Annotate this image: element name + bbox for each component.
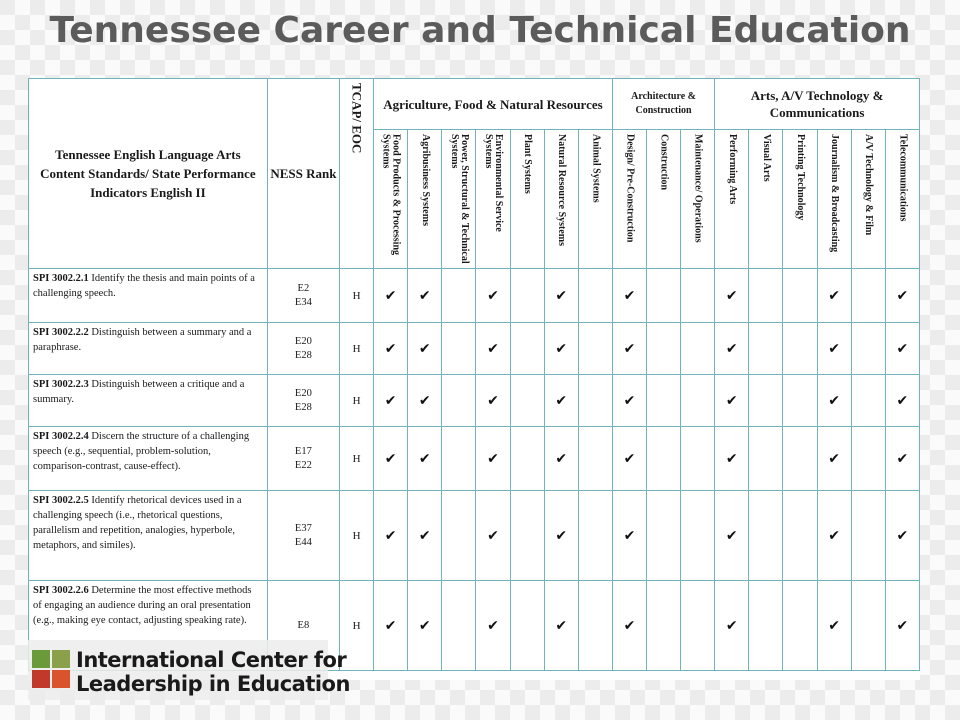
ness-rank-cell: E20 E28 (267, 375, 339, 427)
icle-logo (28, 640, 350, 700)
check-mark-icon: ✔ (715, 323, 749, 375)
empty-cell (510, 323, 544, 375)
column-header-13 (817, 130, 851, 269)
spi-text: Distinguish between a summary and a paraphrase. (33, 327, 252, 353)
column-header-label: Performing Arts (726, 134, 738, 205)
check-mark-icon: ✔ (612, 323, 646, 375)
group-arts: Arts, A/V Technology & Communications (715, 79, 920, 130)
empty-cell (578, 491, 612, 581)
tcap-cell: H (339, 269, 373, 323)
table-row (29, 491, 920, 581)
check-mark-icon: ✔ (408, 269, 442, 323)
empty-cell (851, 581, 885, 671)
logo-line2: Leadership in Education (76, 672, 350, 696)
ness-rank-header: NESS Rank (267, 79, 339, 269)
check-mark-icon: ✔ (374, 375, 408, 427)
spi-code: SPI 3002.2.2 (33, 327, 89, 338)
spi-text: Discern the structure of a challenging speech (e.g., sequential, problem-solution, comparison-contrast, cause-effect). (33, 431, 250, 472)
check-mark-icon: ✔ (374, 323, 408, 375)
tcap-cell: H (339, 491, 373, 581)
empty-cell (783, 427, 817, 491)
spi-text: Identify the thesis and main points of a challenging speech. (33, 273, 255, 299)
column-header-15 (885, 130, 919, 269)
check-mark-icon: ✔ (374, 269, 408, 323)
spi-cell (29, 269, 268, 323)
column-header-label: Food Products & Processing Systems (380, 134, 402, 256)
spi-code: SPI 3002.2.1 (33, 273, 89, 284)
spi-text: Distinguish between a critique and a summary. (33, 379, 245, 405)
standards-table-container (28, 78, 920, 680)
empty-cell (851, 427, 885, 491)
check-mark-icon: ✔ (408, 323, 442, 375)
check-mark-icon: ✔ (612, 581, 646, 671)
empty-cell (681, 323, 715, 375)
check-mark-icon: ✔ (612, 427, 646, 491)
column-header-9 (681, 130, 715, 269)
check-mark-icon: ✔ (612, 375, 646, 427)
check-mark-icon: ✔ (715, 491, 749, 581)
logo-mark-icon (32, 650, 72, 690)
empty-cell (681, 581, 715, 671)
check-mark-icon: ✔ (817, 323, 851, 375)
check-mark-icon: ✔ (817, 375, 851, 427)
empty-cell (647, 427, 681, 491)
column-header-3 (476, 130, 510, 269)
empty-cell (783, 491, 817, 581)
check-mark-icon: ✔ (817, 581, 851, 671)
empty-cell (510, 491, 544, 581)
column-header-label: A/V Technology & Film (863, 134, 875, 236)
empty-cell (783, 323, 817, 375)
tcap-header-label: TCAP/ EOC (349, 83, 365, 154)
column-header-14 (851, 130, 885, 269)
column-header-label: Agribusiness Systems (419, 134, 431, 226)
group-agriculture: Agriculture, Food & Natural Resources (374, 79, 613, 130)
check-mark-icon: ✔ (544, 581, 578, 671)
column-header-label: Maintenance/ Operations (692, 134, 704, 243)
check-mark-icon: ✔ (885, 269, 919, 323)
empty-cell (749, 269, 783, 323)
empty-cell (851, 269, 885, 323)
column-header-label: Telecommunications (897, 134, 909, 222)
column-header-label: Plant Systems (522, 134, 534, 194)
column-header-8 (647, 130, 681, 269)
page-title: Tennessee Career and Technical Education (49, 10, 911, 51)
empty-cell (783, 581, 817, 671)
check-mark-icon: ✔ (817, 491, 851, 581)
table-row (29, 269, 920, 323)
check-mark-icon: ✔ (885, 581, 919, 671)
check-mark-icon: ✔ (476, 269, 510, 323)
check-mark-icon: ✔ (476, 375, 510, 427)
column-header-label: Printing Technology (794, 134, 806, 221)
spi-code: SPI 3002.2.6 (33, 585, 89, 596)
check-mark-icon: ✔ (374, 427, 408, 491)
column-header-10 (715, 130, 749, 269)
check-mark-icon: ✔ (544, 375, 578, 427)
empty-cell (442, 427, 476, 491)
empty-cell (749, 323, 783, 375)
column-header-7 (612, 130, 646, 269)
check-mark-icon: ✔ (544, 427, 578, 491)
empty-cell (783, 375, 817, 427)
empty-cell (510, 375, 544, 427)
empty-cell (851, 323, 885, 375)
empty-cell (578, 427, 612, 491)
column-header-6 (578, 130, 612, 269)
tcap-cell: H (339, 375, 373, 427)
empty-cell (647, 269, 681, 323)
ness-rank-cell: E8 (267, 581, 339, 671)
group-architecture: Architecture & Construction (612, 79, 714, 130)
check-mark-icon: ✔ (885, 323, 919, 375)
check-mark-icon: ✔ (885, 427, 919, 491)
check-mark-icon: ✔ (544, 323, 578, 375)
empty-cell (749, 491, 783, 581)
check-mark-icon: ✔ (715, 269, 749, 323)
ness-rank-cell: E17 E22 (267, 427, 339, 491)
check-mark-icon: ✔ (544, 491, 578, 581)
spi-cell (29, 427, 268, 491)
logo-line1: International Center for (76, 648, 347, 672)
check-mark-icon: ✔ (715, 581, 749, 671)
empty-cell (783, 269, 817, 323)
empty-cell (578, 375, 612, 427)
empty-cell (578, 269, 612, 323)
spi-cell (29, 323, 268, 375)
empty-cell (681, 491, 715, 581)
column-header-label: Construction (658, 134, 670, 191)
empty-cell (749, 581, 783, 671)
column-header-label: Design/ Pre-Construction (624, 134, 636, 243)
check-mark-icon: ✔ (885, 375, 919, 427)
column-header-4 (510, 130, 544, 269)
check-mark-icon: ✔ (612, 269, 646, 323)
tcap-cell: H (339, 427, 373, 491)
check-mark-icon: ✔ (476, 491, 510, 581)
check-mark-icon: ✔ (715, 427, 749, 491)
empty-cell (749, 375, 783, 427)
check-mark-icon: ✔ (612, 491, 646, 581)
column-header-label: Environmental Service Systems (482, 134, 504, 232)
empty-cell (647, 581, 681, 671)
standards-table (28, 78, 920, 671)
column-header-5 (544, 130, 578, 269)
empty-cell (647, 375, 681, 427)
empty-cell (510, 581, 544, 671)
spi-cell (29, 375, 268, 427)
empty-cell (442, 323, 476, 375)
check-mark-icon: ✔ (544, 269, 578, 323)
spi-text: Determine the most effective methods of engaging an audience during an oral presentation (e.g., making eye contact, adjusting speaking rate). (33, 585, 252, 626)
tcap-cell: H (339, 323, 373, 375)
spi-code: SPI 3002.2.3 (33, 379, 89, 390)
empty-cell (681, 269, 715, 323)
check-mark-icon: ✔ (408, 375, 442, 427)
empty-cell (681, 427, 715, 491)
check-mark-icon: ✔ (817, 269, 851, 323)
column-header-label: Animal Systems (590, 134, 602, 203)
empty-cell (510, 427, 544, 491)
check-mark-icon: ✔ (374, 491, 408, 581)
empty-cell (647, 323, 681, 375)
column-header-label: Journalism & Broadcasting (829, 134, 841, 253)
empty-cell (442, 491, 476, 581)
check-mark-icon: ✔ (476, 427, 510, 491)
empty-cell (578, 581, 612, 671)
standards-header: Tennessee English Language Arts Content Standards/ State Performance Indicators English II (29, 79, 268, 269)
empty-cell (442, 269, 476, 323)
check-mark-icon: ✔ (885, 491, 919, 581)
column-header-label: Power, Structural & Technical Systems (448, 134, 470, 264)
table-row (29, 323, 920, 375)
table-row (29, 375, 920, 427)
column-header-0 (374, 130, 408, 269)
column-header-12 (783, 130, 817, 269)
check-mark-icon: ✔ (817, 427, 851, 491)
spi-cell (29, 491, 268, 581)
check-mark-icon: ✔ (408, 427, 442, 491)
empty-cell (749, 427, 783, 491)
empty-cell (442, 375, 476, 427)
tcap-cell: H (339, 581, 373, 671)
spi-code: SPI 3002.2.4 (33, 431, 89, 442)
check-mark-icon: ✔ (374, 581, 408, 671)
empty-cell (681, 375, 715, 427)
check-mark-icon: ✔ (715, 375, 749, 427)
ness-rank-cell: E2 E34 (267, 269, 339, 323)
ness-rank-cell: E20 E28 (267, 323, 339, 375)
tcap-header (339, 79, 373, 269)
table-row (29, 427, 920, 491)
column-header-label: Natural Resource Systems (556, 134, 568, 247)
empty-cell (442, 581, 476, 671)
spi-code: SPI 3002.2.5 (33, 495, 89, 506)
empty-cell (647, 491, 681, 581)
empty-cell (578, 323, 612, 375)
check-mark-icon: ✔ (476, 323, 510, 375)
check-mark-icon: ✔ (408, 581, 442, 671)
column-header-11 (749, 130, 783, 269)
ness-rank-cell: E37 E44 (267, 491, 339, 581)
empty-cell (851, 375, 885, 427)
empty-cell (510, 269, 544, 323)
spi-text: Identify rhetorical devices used in a challenging speech (i.e., rhetorical questions, parallelism and repetition, analogies, hyperbole, metaphors, and similes). (33, 495, 242, 551)
empty-cell (851, 491, 885, 581)
check-mark-icon: ✔ (408, 491, 442, 581)
check-mark-icon: ✔ (476, 581, 510, 671)
column-header-label: Visual Arts (760, 134, 772, 182)
column-header-1 (408, 130, 442, 269)
column-header-2 (442, 130, 476, 269)
